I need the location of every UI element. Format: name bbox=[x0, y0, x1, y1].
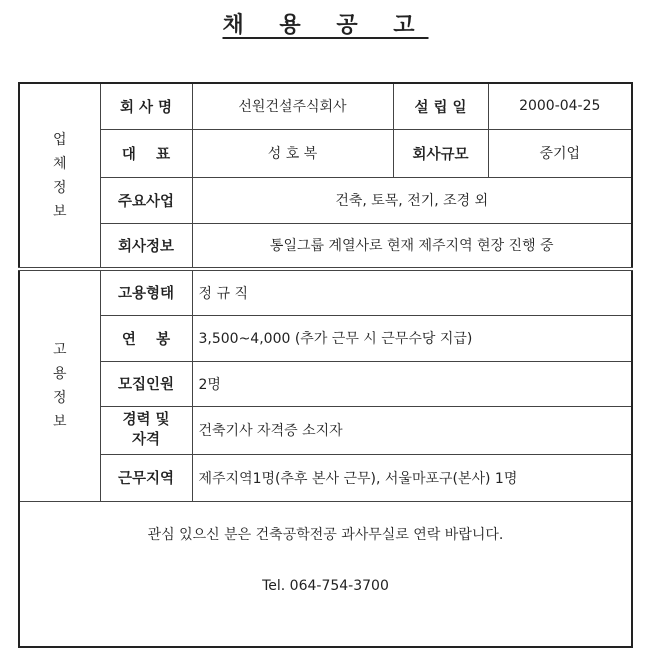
company-section-cell bbox=[19, 83, 100, 269]
employment-section-label: 고용정보 bbox=[52, 341, 67, 430]
company-size: 중기업 bbox=[488, 129, 632, 177]
contact-note: 관심 있으신 분은 건축공학전공 과사무실로 연락 바랍니다. bbox=[147, 526, 504, 543]
business-label: 주요사업 bbox=[100, 177, 192, 223]
info-label: 회사정보 bbox=[100, 223, 192, 269]
company-name: 선원건설주식회사 bbox=[192, 83, 393, 129]
work-location: 제주지역1명(추후 본사 근무), 서울마포구(본사) 1명 bbox=[192, 454, 632, 501]
qualification: 건축기사 자격증 소지자 bbox=[192, 406, 632, 454]
employment-type: 정 규 직 bbox=[192, 269, 632, 315]
headcount-label: 모집인원 bbox=[100, 361, 192, 406]
headcount: 2명 bbox=[192, 361, 632, 406]
qualification-label: 경력 및 자격 bbox=[100, 406, 192, 454]
contact-section bbox=[19, 501, 632, 647]
page-title: 채 용 공 고 bbox=[222, 13, 429, 38]
founded-label: 설 립 일 bbox=[393, 83, 488, 129]
company-name-label: 회 사 명 bbox=[100, 83, 192, 129]
business: 건축, 토목, 전기, 조경 외 bbox=[192, 177, 632, 223]
ceo-label: 대 표 bbox=[100, 129, 192, 177]
salary: 3,500~4,000 (추가 근무 시 근무수당 지급) bbox=[192, 315, 632, 361]
location-label: 근무지역 bbox=[100, 454, 192, 501]
job-posting-table bbox=[18, 82, 633, 648]
size-label: 회사규모 bbox=[393, 129, 488, 177]
company-info: 통일그룹 계열사로 현재 제주지역 현장 진행 중 bbox=[192, 223, 632, 269]
salary-label: 연 봉 bbox=[100, 315, 192, 361]
ceo-name: 성 호 복 bbox=[192, 129, 393, 177]
founded-date: 2000-04-25 bbox=[488, 83, 632, 129]
company-section-label: 업체정보 bbox=[52, 131, 67, 220]
employment-section-cell bbox=[19, 269, 100, 501]
contact-phone: Tel. 064-754-3700 bbox=[262, 577, 389, 594]
type-label: 고용형태 bbox=[100, 269, 192, 315]
